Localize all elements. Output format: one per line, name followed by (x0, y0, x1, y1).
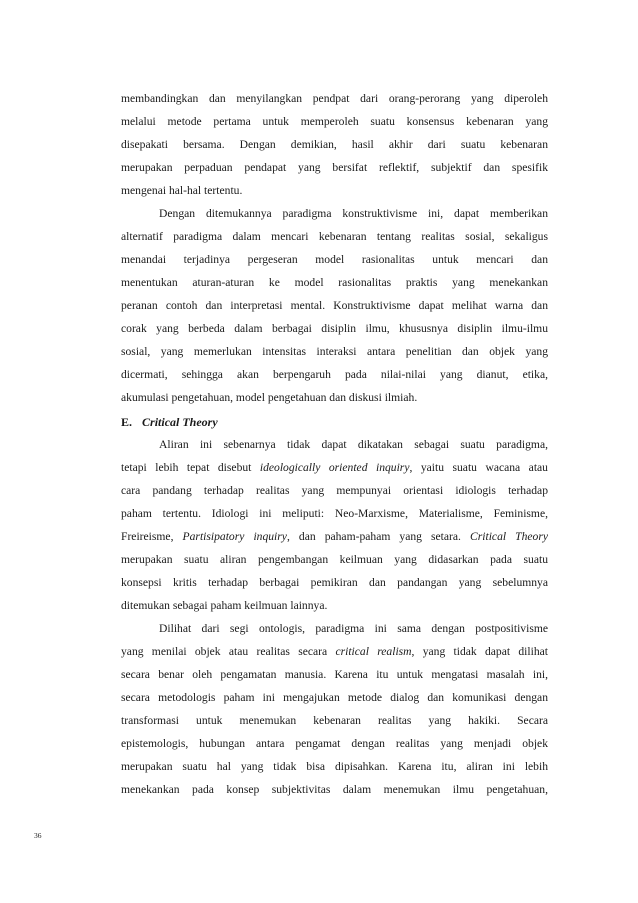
text-run: , dan paham-paham yang setara. (286, 530, 471, 543)
italic-term: Partisipatory inquiry (182, 530, 287, 543)
paragraph-1-line-4: merupakan perpaduan pendapat yang bersifat reflektif, subjektif dan spesifik (121, 161, 548, 174)
paragraph-4-line-7: merupakan suatu hal yang tidak bisa dipisahkan. Karena itu, aliran ini lebih (121, 760, 548, 773)
paragraph-2-line-9: akumulasi pengetahuan, model pengetahuan dan diskusi ilmiah. (121, 391, 418, 404)
italic-term: ideologically oriented inquiry (259, 461, 410, 474)
paragraph-2-line-6: corak yang berbeda dalam berbagai disiplin ilmu, khususnya disiplin ilmu-ilmu (121, 322, 548, 335)
section-heading (121, 415, 218, 429)
paragraph-2-line-4: menentukan aturan-aturan ke model rasionalitas praktis yang menekankan (121, 276, 548, 289)
paragraph-3-line-3: cara pandang terhadap realitas yang mempunyai orientasi idiologis terhadap (121, 484, 548, 497)
paragraph-1-line-2: melalui metode pertama untuk memperoleh suatu konsensus kebenaran yang (121, 115, 548, 128)
paragraph-3-line-1: Aliran ini sebenarnya tidak dapat dikatakan sebagai suatu paradigma, (159, 438, 548, 451)
italic-term: Critical Theory (470, 530, 548, 543)
paragraph-3-line-7: konsepsi kritis terhadap berbagai pemikiran dan pandangan yang sebelumnya (121, 576, 548, 589)
paragraph-2-line-3: menandai terjadinya pergeseran model rasionalitas untuk mencari dan (121, 253, 548, 266)
paragraph-3-line-2 (121, 461, 548, 475)
section-title: Critical Theory (142, 415, 218, 429)
paragraph-4-line-6: epistemologis, hubungan antara pengamat dengan realitas yang menjadi objek (121, 737, 548, 750)
paragraph-2-line-7: sosial, yang memerlukan intensitas interaksi antara penelitian dan objek yang (121, 345, 548, 358)
paragraph-1-line-1: membandingkan dan menyilangkan pendpat dari orang-perorang yang diperoleh (121, 92, 548, 105)
text-run: , yang tidak dapat dilihat (411, 645, 548, 658)
paragraph-4-line-2 (121, 645, 548, 659)
section-number: E. (121, 415, 133, 429)
text-run: , yaitu suatu wacana atau (409, 461, 548, 474)
page-number: 36 (34, 831, 42, 840)
paragraph-3-line-4: paham tertentu. Idiologi ini meliputi: Neo-Marxisme, Materialisme, Feminisme, (121, 507, 548, 520)
paragraph-4-line-3: secara benar oleh pengamatan manusia. Karena itu untuk mengatasi masalah ini, (121, 668, 548, 681)
paragraph-1-line-5: mengenai hal-hal tertentu. (121, 184, 243, 197)
paragraph-3-line-8: ditemukan sebagai paham keilmuan lainnya. (121, 599, 328, 612)
text-run: Freireisme, (121, 530, 183, 543)
paragraph-4-line-4: secara metodologis paham ini mengajukan metode dialog dan komunikasi dengan (121, 691, 548, 704)
italic-term: critical realism (335, 645, 412, 658)
text-run: yang menilai objek atau realitas secara (121, 645, 336, 658)
paragraph-4-line-1: Dilihat dari segi ontologis, paradigma ini sama dengan postpositivisme (159, 622, 548, 635)
text-run: tetapi lebih tepat disebut (121, 461, 260, 474)
paragraph-3-line-6: merupakan suatu aliran pengembangan keilmuan yang didasarkan pada suatu (121, 553, 548, 566)
paragraph-2-line-5: peranan contoh dan interpretasi mental. Konstruktivisme dapat melihat warna dan (121, 299, 548, 312)
paragraph-4-line-5: transformasi untuk menemukan kebenaran realitas yang hakiki. Secara (121, 714, 548, 727)
paragraph-2-line-2: alternatif paradigma dalam mencari kebenaran tentang realitas sosial, sekaligus (121, 230, 548, 243)
paragraph-1-line-3: disepakati bersama. Dengan demikian, hasil akhir dari suatu kebenaran (121, 138, 548, 151)
paragraph-2-line-1: Dengan ditemukannya paradigma konstruktivisme ini, dapat memberikan (159, 207, 548, 220)
paragraph-2-line-8: dicermati, sehingga akan berpengaruh pada nilai-nilai yang dianut, etika, (121, 368, 548, 381)
paragraph-4-line-8: menekankan pada konsep subjektivitas dalam menemukan ilmu pengetahuan, (121, 783, 548, 796)
paragraph-3-line-5 (121, 530, 548, 544)
